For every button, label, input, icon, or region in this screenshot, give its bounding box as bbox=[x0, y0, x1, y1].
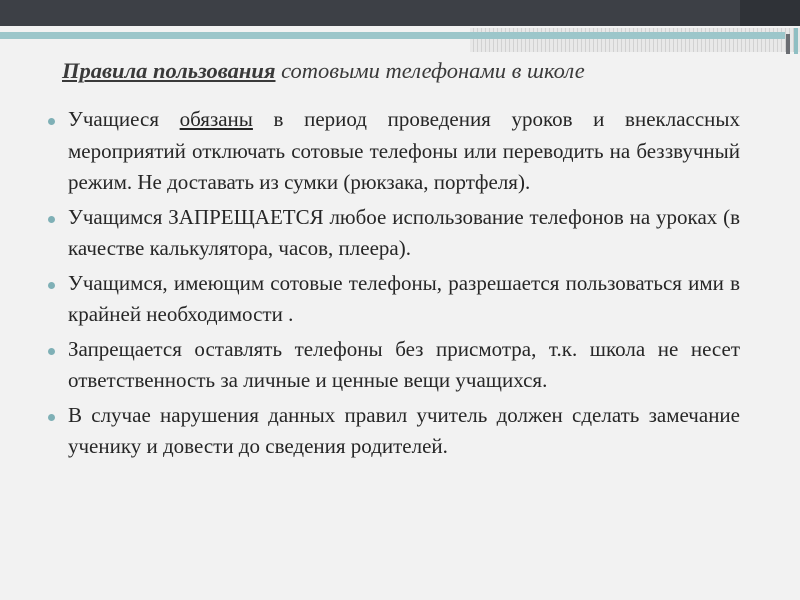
corner-decoration bbox=[782, 28, 798, 54]
top-band-right bbox=[740, 0, 800, 26]
item-text: Учащимся ЗАПРЕЩАЕТСЯ любое использование телефонов на уроках (в качестве калькулятора, часов, плеера). bbox=[68, 204, 740, 260]
list-item bbox=[48, 104, 740, 199]
item-text-cont: в период проведения уроков и внеклассных мероприятий отключать сотовые телефоны или переводить на беззвучный режим. Не доставать из сумки (рюкзака, портфеля). bbox=[68, 107, 741, 194]
item-text: Учащиеся bbox=[68, 107, 180, 131]
item-emphasis: обязаны bbox=[179, 107, 253, 131]
bullet-icon bbox=[48, 348, 55, 355]
accent-bar bbox=[0, 32, 785, 39]
item-text: Учащимся, имеющим сотовые телефоны, разрешается пользоваться ими в крайней необходимости . bbox=[68, 270, 740, 326]
bullet-icon bbox=[48, 282, 55, 289]
list-item bbox=[48, 400, 740, 463]
bullet-icon bbox=[48, 216, 55, 223]
bullet-icon bbox=[48, 414, 55, 421]
list-item bbox=[48, 334, 740, 397]
title-rest: сотовыми телефонами в школе bbox=[275, 58, 585, 83]
item-text: Запрещается оставлять телефоны без присмотра, т.к. школа не несет ответственность за личные и ценные вещи учащихся. bbox=[68, 336, 740, 392]
list-item bbox=[48, 202, 740, 265]
top-band bbox=[0, 0, 800, 26]
list-item bbox=[48, 268, 740, 331]
title-bold: Правила пользования bbox=[62, 58, 276, 83]
slide-title bbox=[62, 58, 782, 84]
bullet-icon bbox=[48, 118, 55, 125]
item-text: В случае нарушения данных правил учитель должен сделать замечание ученику и довести до сведения родителей. bbox=[68, 402, 740, 458]
rules-list bbox=[48, 104, 740, 466]
